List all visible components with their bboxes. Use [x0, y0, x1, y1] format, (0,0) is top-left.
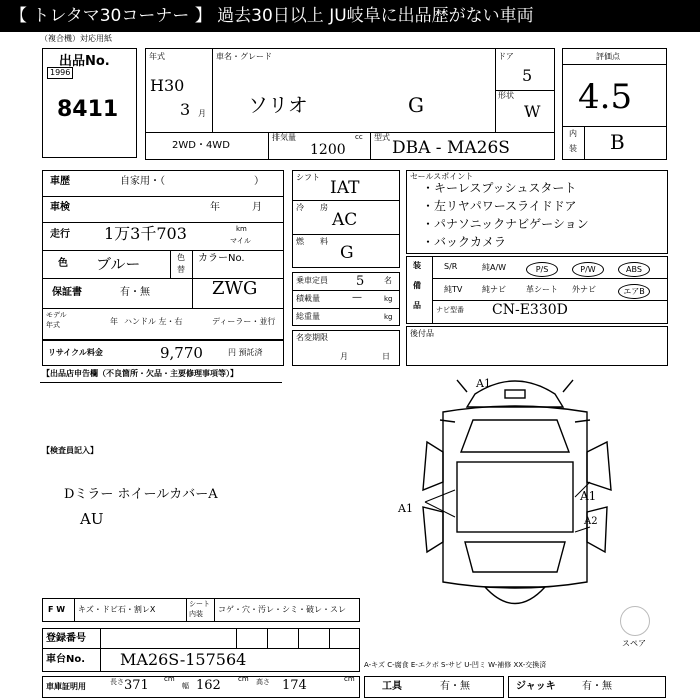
handle-options: ハンドル 左・右 — [124, 317, 183, 326]
regdate-month: 月 — [340, 352, 348, 361]
fw-label: F W — [48, 605, 66, 614]
displacement-label: 排気量 — [272, 133, 296, 142]
sales-point-item: ・キーレスプッシュスタート — [422, 181, 577, 195]
rating-label: 評価点 — [596, 52, 620, 61]
windshield — [461, 420, 569, 452]
spare-label: スペア — [622, 639, 646, 648]
right-front-door — [587, 442, 611, 490]
warranty-label: 保証書 — [52, 287, 82, 298]
equipment-item: S/R — [444, 262, 458, 271]
lot-number-value: 8411 — [57, 97, 119, 122]
recycle-value: 9,770 — [160, 344, 203, 362]
inspector-note: AU — [80, 510, 104, 528]
month-suffix: 月 — [198, 109, 206, 118]
jack-options: 有・無 — [582, 681, 612, 692]
shape-value: W — [524, 102, 541, 121]
left-front-door — [423, 442, 443, 490]
length-value: 371 — [124, 678, 149, 693]
tools-options: 有・無 — [440, 681, 470, 692]
ac-label-1: 冷 — [296, 203, 304, 212]
tools-label: 工具 — [382, 681, 402, 692]
door-value: 5 — [522, 66, 533, 85]
navi-model-value: CN-E330D — [492, 302, 568, 318]
sales-point-item: ・左リヤパワースライドドア — [422, 199, 577, 213]
seat-label-1: シート — [189, 600, 210, 608]
seller-notes-label: 【出品店申告欄（不良箇所・欠品・主要修理事項等）】 — [42, 369, 238, 378]
fuel-label-1: 燃 — [296, 237, 304, 246]
load-unit: kg — [384, 295, 393, 303]
rear-parts-label: 後付品 — [410, 329, 434, 338]
width-unit: cm — [238, 675, 249, 683]
length-unit: cm — [164, 675, 175, 683]
equipment-item: 革シート — [526, 285, 558, 294]
equipment-item: P/S — [526, 262, 558, 277]
color-value: ブルー — [96, 255, 141, 273]
right-rear-door — [587, 507, 607, 552]
color-no-label: カラーNo. — [198, 253, 245, 264]
inspection-year-unit: 年 — [210, 202, 220, 213]
model-value: DBA - MA26S — [392, 138, 510, 158]
equipment-item: 純TV — [444, 285, 463, 294]
form-subheader: （複合機）対応用紙 — [40, 34, 112, 43]
weight-label: 総重量 — [296, 312, 320, 321]
ac-value: AC — [332, 210, 358, 230]
equipment-item: 純ナビ — [482, 285, 506, 294]
equipment-item: 純A/W — [482, 263, 507, 272]
equipment-item: P/W — [572, 262, 604, 277]
rating-value: 4.5 — [578, 77, 633, 117]
year-label: 年式 — [149, 52, 165, 61]
rear-parts-box — [406, 326, 668, 366]
rear-bumper — [485, 587, 545, 604]
model-year-unit: 年 — [110, 317, 118, 326]
navi-model-label: ナビ型番 — [436, 306, 464, 314]
interior-value: B — [610, 130, 625, 154]
height-label: 高さ — [256, 678, 270, 686]
load-label: 積載量 — [296, 294, 320, 303]
roof — [457, 462, 573, 532]
sales-point-item: ・パナソニックナビゲーション — [422, 217, 589, 231]
load-value: — — [352, 292, 362, 303]
dealer-options: ディーラー・並行 — [212, 317, 276, 326]
car-name-value: ソリオ — [248, 93, 308, 117]
year-value: H30 — [150, 76, 185, 95]
jack-label: ジャッキ — [516, 681, 556, 692]
left-rear-door — [423, 507, 443, 552]
damage-legend: A-キズ C-腐食 E-エクボ S-サビ U-凹ミ W-補修 XX-交換済 — [364, 661, 547, 669]
mileage-value: 1万3千703 — [104, 224, 187, 243]
certificate-label: 登録番号 — [46, 633, 86, 644]
grade-value: G — [408, 93, 424, 117]
displacement-value: 1200 — [310, 142, 346, 158]
fw-items: キズ・ドビ石・割レX — [78, 605, 156, 614]
inspection-label: 車検 — [50, 202, 70, 213]
equipment-label-1: 装 — [413, 261, 421, 270]
weight-unit: kg — [384, 313, 393, 321]
registration-number-field — [236, 628, 360, 648]
mileage-label: 走行 — [50, 229, 70, 240]
inspector-note: Dミラー ホイールカバーA — [64, 487, 218, 502]
equipment-item: ABS — [618, 262, 650, 277]
drive-type: 2WD・4WD — [172, 140, 230, 151]
equipment-item: 外ナビ — [572, 285, 596, 294]
garage-cert-label: 車庫証明用 — [46, 682, 86, 691]
width-value: 162 — [196, 678, 221, 693]
sales-points-label: セールスポイント — [410, 172, 474, 181]
color-change-label-2: 替 — [177, 265, 185, 274]
car-damage-diagram — [395, 372, 635, 627]
height-unit: cm — [344, 675, 355, 683]
inspector-label: 【検査員記入】 — [42, 446, 98, 455]
recycle-unit: 円 預託済 — [228, 348, 263, 357]
model-year-label-1: モデル — [46, 311, 67, 319]
mileage-unit-mile: マイル — [230, 237, 251, 245]
model-year-label-2: 年式 — [46, 321, 60, 329]
seat-items: コゲ・穴・汚レ・シミ・破レ・スレ — [218, 605, 346, 614]
rear-window — [465, 542, 565, 572]
color-label: 色 — [58, 258, 68, 269]
interior-label-1: 内 — [569, 129, 577, 138]
car-history-label: 車歴 — [50, 176, 70, 187]
fuel-label-2: 料 — [320, 237, 328, 246]
recycle-label: リサイクル料金 — [48, 348, 103, 357]
capacity-value: 5 — [356, 274, 365, 289]
regdate-day: 日 — [382, 352, 390, 361]
model-label: 型式 — [374, 133, 390, 142]
name-label: 車名・グレード — [216, 52, 272, 61]
capacity-label: 乗車定員 — [296, 276, 328, 285]
ac-label-2: 房 — [320, 203, 328, 212]
inspection-month-unit: 月 — [252, 202, 262, 213]
length-label: 長さ — [110, 678, 124, 686]
lot-year-box: 1996 — [47, 67, 73, 79]
auction-banner: 【 トレタマ30コーナー 】 過去30日以上 JU岐阜に出品歴がない車両 — [0, 0, 700, 32]
seat-label-2: 内装 — [189, 610, 203, 618]
width-label: 幅 — [182, 682, 189, 690]
height-value: 174 — [282, 678, 307, 693]
car-history-options: 自家用・（ — [120, 176, 165, 187]
car-history-close: ） — [254, 176, 264, 187]
shape-label: 形状 — [498, 91, 514, 100]
equipment-item: エアB — [618, 284, 650, 299]
color-no-value: ZWG — [212, 278, 258, 299]
color-change-label-1: 色 — [177, 253, 185, 262]
door-label: ドア — [498, 52, 514, 61]
mileage-unit-km: km — [236, 225, 247, 233]
equipment-label-3: 品 — [413, 301, 421, 310]
regdate-label: 名変期限 — [296, 333, 328, 342]
car-body-outline — [443, 406, 587, 588]
fuel-value: G — [340, 243, 354, 263]
month-value: 3 — [180, 100, 191, 119]
displacement-unit: cc — [355, 133, 363, 141]
interior-label-2: 装 — [569, 144, 577, 153]
damage-label: A1 — [476, 377, 491, 390]
sales-point-item: ・バックカメラ — [422, 235, 507, 249]
damage-label: A1 — [398, 502, 413, 515]
chassis-label: 車台No. — [46, 654, 86, 665]
damage-label: A1 — [580, 489, 597, 503]
lot-number-box — [42, 48, 137, 158]
warranty-options: 有・無 — [120, 287, 150, 298]
equipment-label-2: 備 — [413, 281, 421, 290]
shift-label: シフト — [296, 173, 320, 182]
damage-label: A2 — [584, 516, 598, 527]
chassis-value: MA26S-157564 — [120, 650, 247, 669]
lot-number-label: 出品No. — [59, 54, 110, 69]
shift-value: IAT — [330, 178, 360, 198]
capacity-unit: 名 — [384, 276, 392, 285]
spare-tire-icon — [620, 606, 650, 636]
